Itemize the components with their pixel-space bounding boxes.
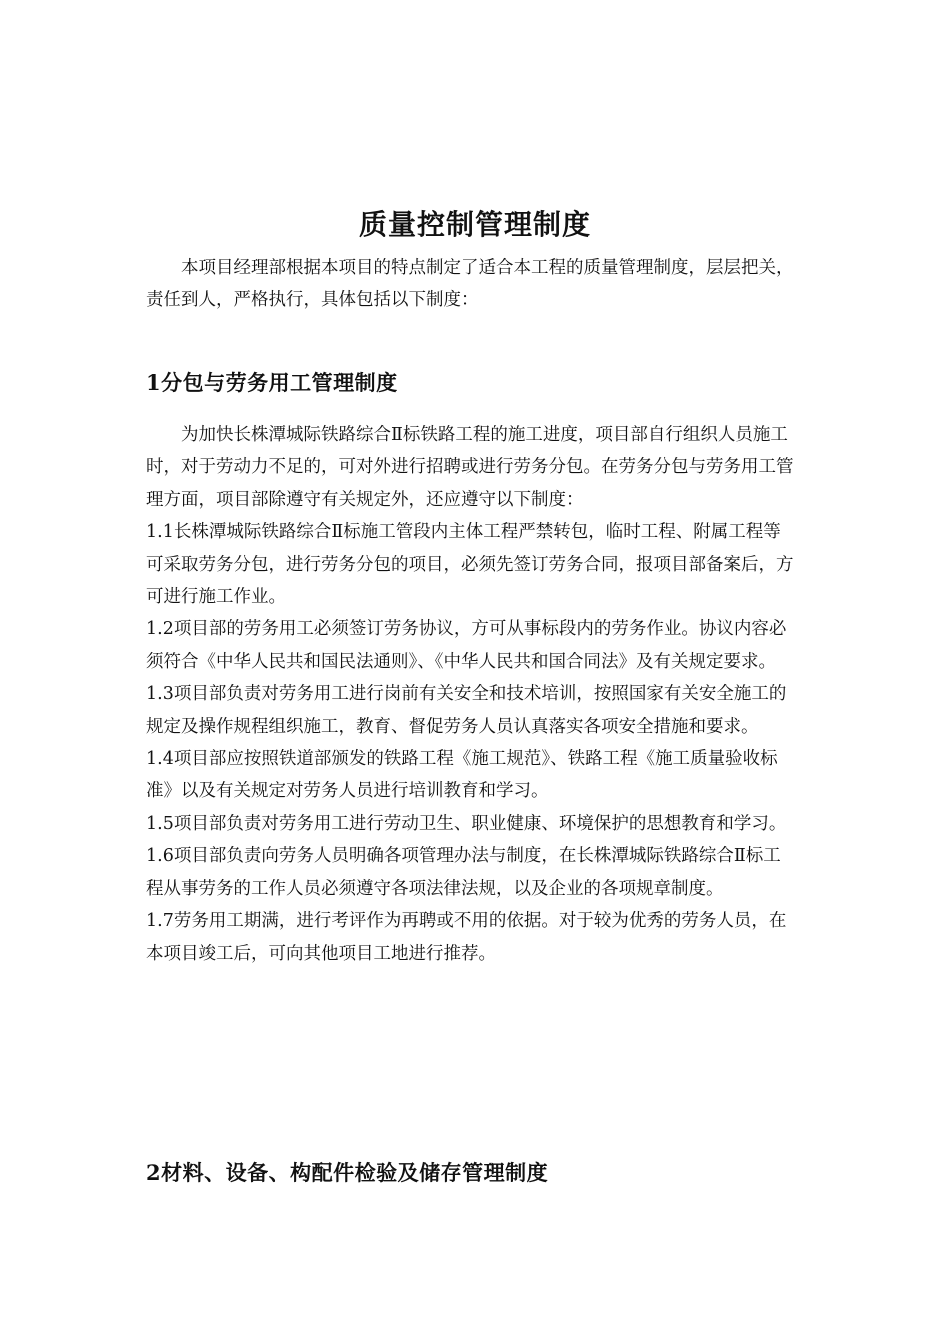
clause-1-6: 1.6项目部负责向劳务人员明确各项管理办法与制度，在长株潭城际铁路综合Ⅱ标工程从事劳务的工作人员必须遵守各项法律法规，以及企业的各项规章制度。: [146, 846, 781, 899]
clause-1-3: 1.3项目部负责对劳务用工进行岗前有关安全和技术培训，按照国家有关安全施工的规定及操作规程组织施工，教育、督促劳务人员认真落实各项安全措施和要求。: [146, 684, 787, 737]
clause-1-4: 1.4项目部应按照铁道部颁发的铁路工程《施工规范》、铁路工程《施工质量验收标准》以及有关规定对劳务人员进行培训教育和学习。: [146, 749, 778, 802]
clause-1-2: 1.2项目部的劳务用工必须签订劳务协议，方可从事标段内的劳务作业。协议内容必须符合《中华人民共和国民法通则》、《中华人民共和国合同法》及有关规定要求。: [146, 619, 787, 672]
document-title: 质量控制管理制度: [358, 207, 591, 241]
section-1-heading: 1分包与劳务用工管理制度: [146, 370, 398, 395]
section-2-heading: 2材料、设备、构配件检验及储存管理制度: [146, 1160, 549, 1185]
section-1-body: [146, 419, 796, 970]
clause-1-1: 1.1长株潭城际铁路综合Ⅱ标施工管段内主体工程严禁转包，临时工程、附属工程等可采取劳务分包，进行劳务分包的项目，必须先签订劳务合同，报项目部备案后，方可进行施工作业。: [146, 522, 794, 608]
clause-1-7: 1.7劳务用工期满，进行考评作为再聘或不用的依据。对于较为优秀的劳务人员，在本项目竣工后，可向其他项目工地进行推荐。: [146, 911, 787, 964]
intro-paragraph: 本项目经理部根据本项目的特点制定了适合本工程的质量管理制度，层层把关，责任到人，严格执行，具体包括以下制度：: [146, 258, 794, 310]
section-1-lead-paragraph: 为加快长株潭城际铁路综合Ⅱ标铁路工程的施工进度，项目部自行组织人员施工时，对于劳动力不足的，可对外进行招聘或进行劳务分包。在劳务分包与劳务用工管理方面，项目部除遵守有关规定外，还应遵守以下制度：: [146, 425, 794, 510]
clause-1-5: 1.5项目部负责对劳务用工进行劳动卫生、职业健康、环境保护的思想教育和学习。: [146, 813, 787, 834]
